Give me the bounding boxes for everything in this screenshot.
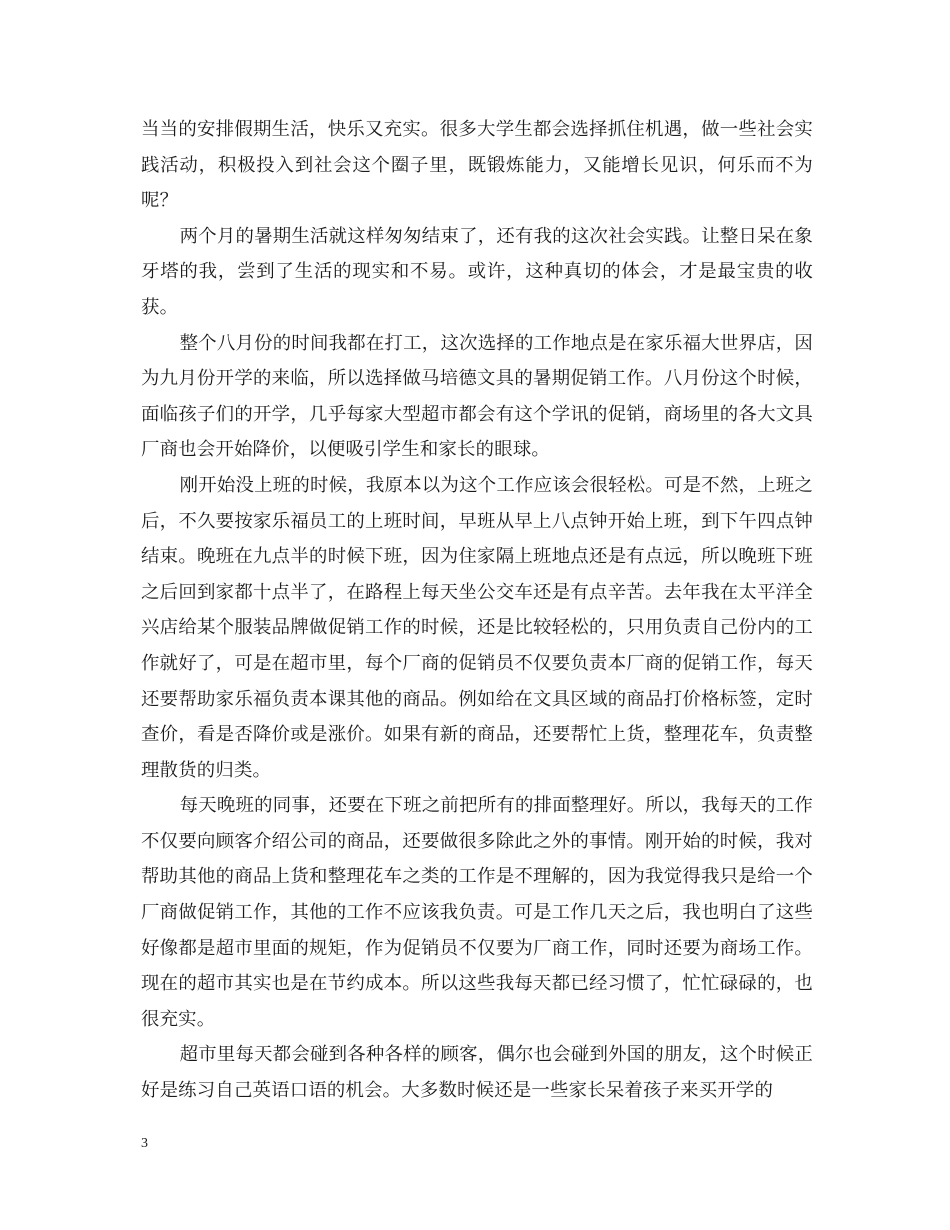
paragraph: 两个月的暑期生活就这样匆匆结束了，还有我的这次社会实践。让整日呆在象牙塔的我，尝到了生活的现实和不易。或许，这种真切的体会，才是最宝贵的收获。 [141, 225, 813, 318]
paragraph: 刚开始没上班的时候，我原本以为这个工作应该会很轻松。可是不然，上班之后，不久要按家乐福员工的上班时间，早班从早上八点钟开始上班，到下午四点钟结束。晚班在九点半的时候下班，因为住家隔上班地点还是有点远，所以晚班下班之后回到家都十点半了，在路程上每天坐公交车还是有点辛苦。去年我在太平洋全兴店给某个服装品牌做促销工作的时候，还是比较轻松的，只用负责自己份内的工作就好了，可是在超市里，每个厂商的促销员不仅要负责本厂商的促销工作，每天还要帮助家乐福负责本课其他的商品。例如给在文具区域的商品打价格标签，定时查价，看是否降价或是涨价。如果有新的商品，还要帮忙上货，整理花车，负责整理散货的归类。 [141, 474, 813, 781]
paragraph: 每天晚班的同事，还要在下班之前把所有的排面整理好。所以，我每天的工作不仅要向顾客介绍公司的商品，还要做很多除此之外的事情。刚开始的时候，我对帮助其他的商品上货和整理花车之类的工作是不理解的，因为我觉得我只是给一个厂商做促销工作，其他的工作不应该我负责。可是工作几天之后，我也明白了这些好像都是超市里面的规矩，作为促销员不仅要为厂商工作，同时还要为商场工作。现在的超市其实也是在节约成本。所以这些我每天都已经习惯了，忙忙碌碌的，也很充实。 [141, 795, 813, 1030]
paragraph: 整个八月份的时间我都在打工，这次选择的工作地点是在家乐福大世界店，因为九月份开学的来临，所以选择做马培德文具的暑期促销工作。八月份这个时候，面临孩子们的开学，几乎每家大型超市都会有这个学讯的促销，商场里的各大文具厂商也会开始降价，以便吸引学生和家长的眼球。 [141, 332, 813, 461]
paragraph: 超市里每天都会碰到各种各样的顾客，偶尔也会碰到外国的朋友，这个时候正好是练习自己英语口语的机会。大多数时候还是一些家长呆着孩子来买开学的 [141, 1044, 813, 1102]
paragraph-continued: 当当的安排假期生活，快乐又充实。很多大学生都会选择抓住机遇，做一些社会实践活动，积极投入到社会这个圈子里，既锻炼能力，又能增长见识，何乐而不为呢？ [141, 119, 813, 212]
body-text [141, 112, 813, 1109]
page-number: 3 [141, 1136, 148, 1151]
